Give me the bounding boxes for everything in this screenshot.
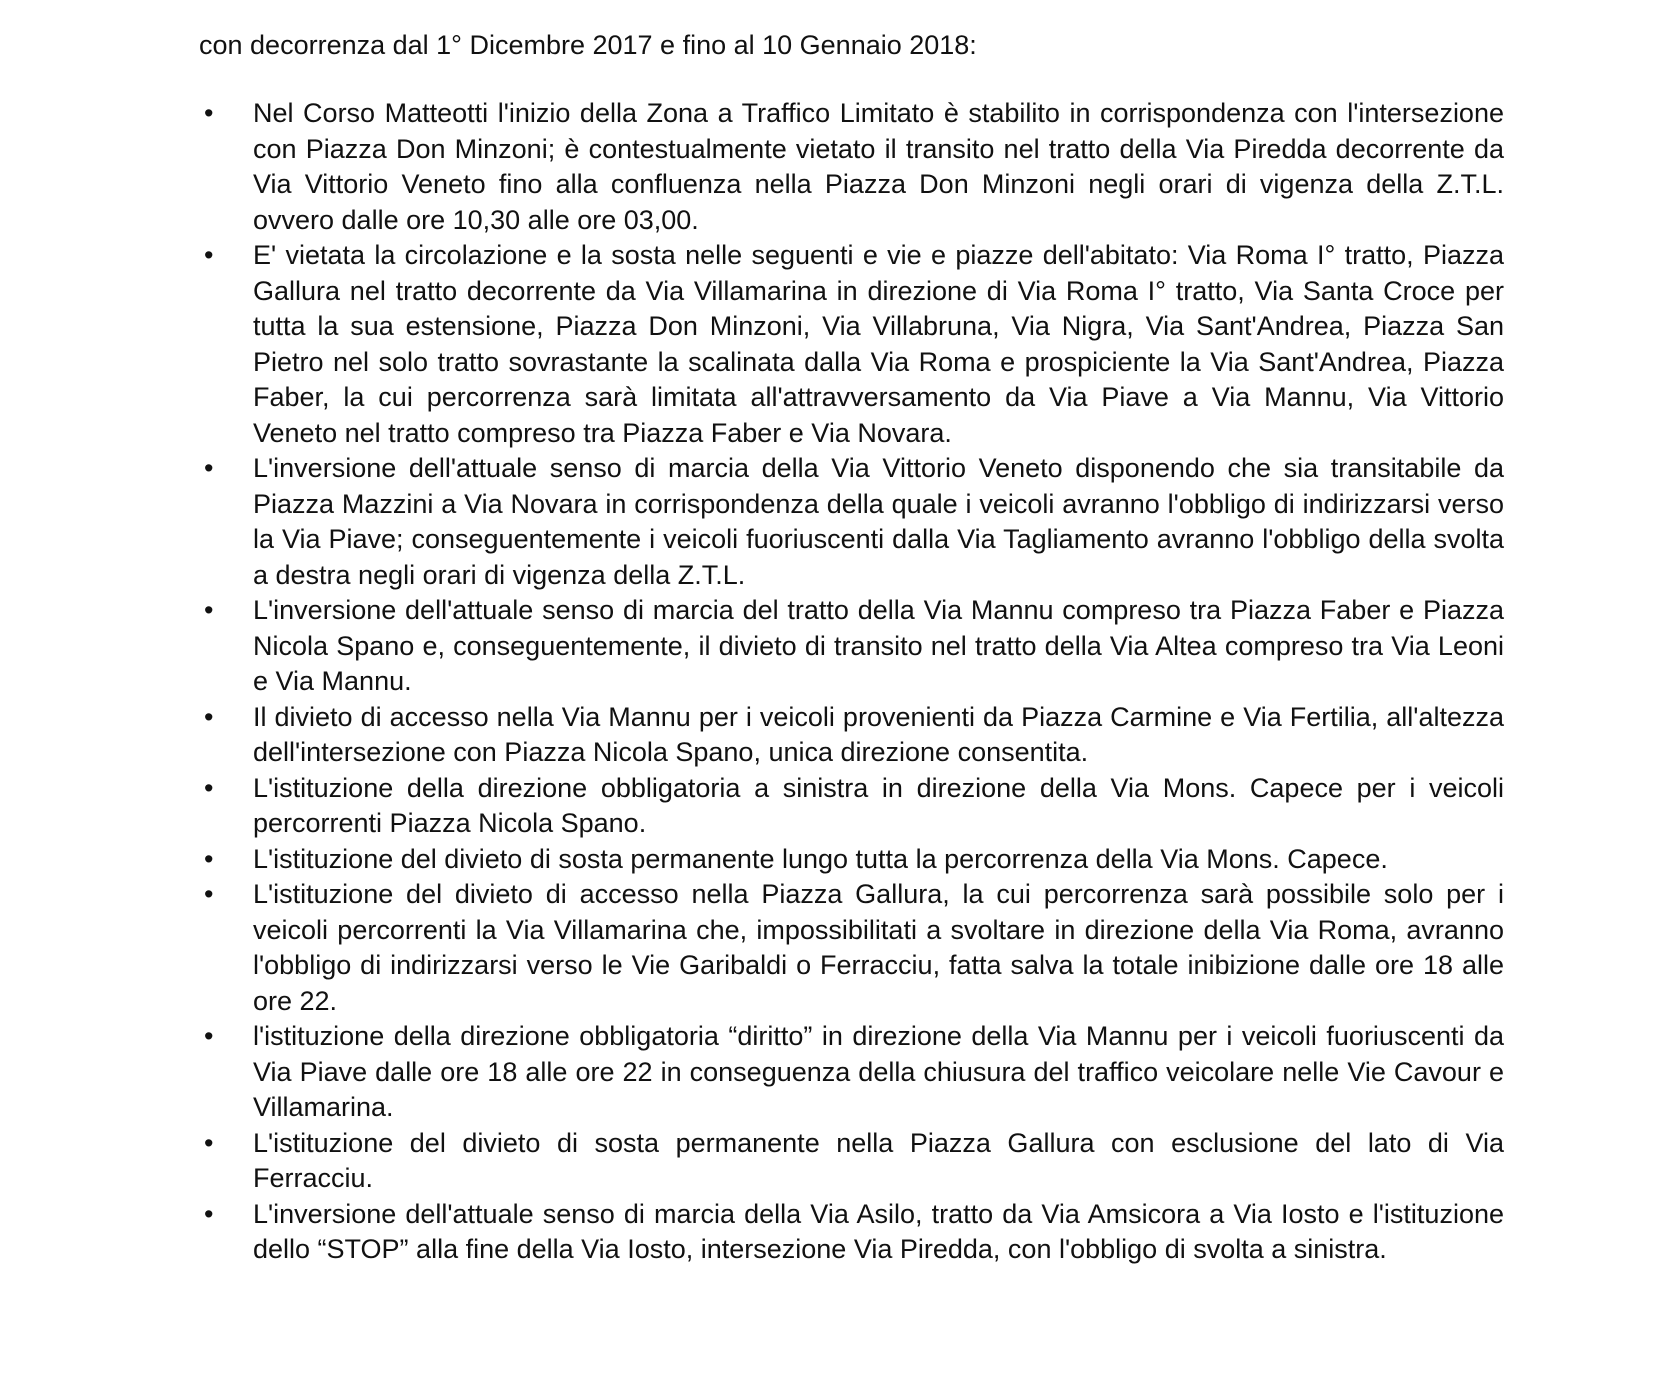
list-item-text: L'istituzione del divieto di sosta permanente lungo tutta la percorrenza della Via Mons. Capece.	[253, 843, 1388, 874]
list-item-text: L'inversione dell'attuale senso di marcia del tratto della Via Mannu compreso tra Piazza Faber e Piazza Nicola Spano e, conseguentemente, il divieto di transito nel tratto della Via Altea compreso tra Via Leoni e Via Mannu.	[253, 595, 1504, 696]
list-item-text: L'istituzione del divieto di sosta permanente nella Piazza Gallura con esclusione del lato di Via Ferracciu.	[253, 1127, 1504, 1193]
list-item	[199, 842, 1504, 878]
bullet-icon: •	[204, 98, 214, 128]
list-item-text: l'istituzione della direzione obbligatoria “diritto” in direzione della Via Mannu per i veicoli fuoriuscenti da Via Piave dalle ore 18 alle ore 22 in conseguenza della chiusura del traffico veicolare nelle Vie Cavour e Villamarina.	[253, 1021, 1504, 1122]
list-item-text: L'inversione dell'attuale senso di marcia della Via Vittorio Veneto disponendo che sia transitabile da Piazza Mazzini a Via Novara in corrispondenza della quale i veicoli avranno l'obbligo di indirizzarsi verso la Via Piave; conseguentemente i veicoli fuoriuscenti dalla Via Tagliamento avranno l'obbligo della svolta a destra negli orari di vigenza della Z.T.L.	[253, 453, 1504, 590]
list-item	[199, 451, 1504, 593]
bullet-icon: •	[204, 843, 214, 874]
bullet-icon: •	[204, 240, 214, 270]
list-item	[199, 238, 1504, 451]
list-item	[199, 1197, 1504, 1268]
bullet-icon: •	[204, 772, 214, 803]
bullet-icon: •	[204, 453, 214, 483]
list-item-text: L'istituzione del divieto di accesso nella Piazza Gallura, la cui percorrenza sarà possibile solo per i veicoli percorrenti la Via Villamarina che, impossibilitati a svoltare in direzione della Via Roma, avranno l'obbligo di indirizzarsi verso le Vie Garibaldi o Ferracciu, fatta salva la totale inibizione dalle ore 18 alle ore 22.	[253, 879, 1504, 1016]
bullet-icon: •	[204, 701, 214, 732]
list-item	[199, 700, 1504, 771]
list-item	[199, 96, 1504, 238]
list-item	[199, 1019, 1504, 1126]
list-item-text: Nel Corso Matteotti l'inizio della Zona a Traffico Limitato è stabilito in corrispondenza con l'intersezione con Piazza Don Minzoni; è contestualmente vietato il transito nel tratto della Via Piredda decorrente da Via Vittorio Veneto fino alla confluenza nella Piazza Don Minzoni negli orari di vigenza della Z.T.L. ovvero dalle ore 10,30 alle ore 03,00.	[253, 98, 1504, 235]
list-item-text: E' vietata la circolazione e la sosta nelle seguenti e vie e piazze dell'abitato: Via Roma I° tratto, Piazza Gallura nel tratto decorrente da Via Villamarina in direzione di Via Roma I° tratto, Via Santa Croce per tutta la sua estensione, Piazza Don Minzoni, Via Villabruna, Via Nigra, Via Sant'Andrea, Piazza San Pietro nel solo tratto sovrastante la scalinata dalla Via Roma e prospiciente la Via Sant'Andrea, Piazza Faber, la cui percorrenza sarà limitata all'attravversamento da Via Piave a Via Mannu, Via Vittorio Veneto nel tratto compreso tra Piazza Faber e Via Novara.	[253, 240, 1504, 448]
bullet-icon: •	[204, 1198, 214, 1229]
list-item-text: Il divieto di accesso nella Via Mannu per i veicoli provenienti da Piazza Carmine e Via Fertilia, all'altezza dell'intersezione con Piazza Nicola Spano, unica direzione consentita.	[253, 701, 1504, 767]
list-item	[199, 593, 1504, 700]
list-item	[199, 1126, 1504, 1197]
list-item	[199, 771, 1504, 842]
ordinance-list	[199, 96, 1504, 1268]
bullet-icon: •	[204, 1127, 214, 1158]
intro-line: con decorrenza dal 1° Dicembre 2017 e fino al 10 Gennaio 2018:	[199, 30, 977, 60]
list-item-text: L'istituzione della direzione obbligatoria a sinistra in direzione della Via Mons. Capece per i veicoli percorrenti Piazza Nicola Spano.	[253, 772, 1504, 838]
list-item	[199, 877, 1504, 1019]
bullet-icon: •	[204, 879, 214, 909]
bullet-icon: •	[204, 1021, 214, 1051]
bullet-icon: •	[204, 595, 214, 625]
list-item-text: L'inversione dell'attuale senso di marcia della Via Asilo, tratto da Via Amsicora a Via Iosto e l'istituzione dello “STOP” alla fine della Via Iosto, intersezione Via Piredda, con l'obbligo di svolta a sinistra.	[253, 1198, 1504, 1264]
